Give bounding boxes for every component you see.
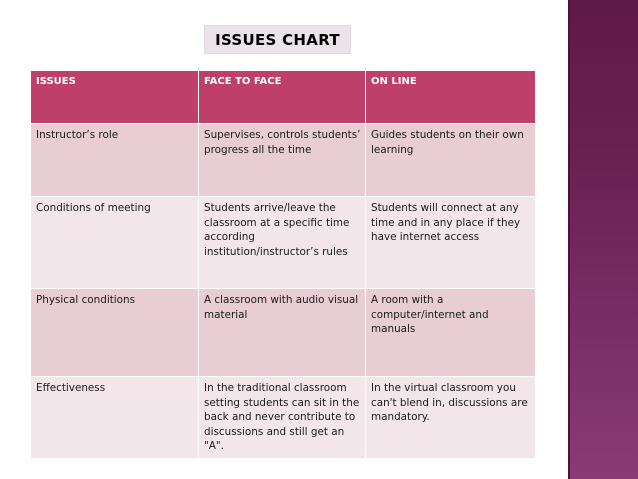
cell-online: In the virtual classroom you can't blend in, discussions are mandatory. bbox=[366, 377, 536, 459]
cell-face-to-face: Supervises, controls students’ progress all the time bbox=[199, 124, 366, 197]
cell-face-to-face: Students arrive/leave the classroom at a specific time according institution/instructor’s rules bbox=[199, 197, 366, 289]
issues-table bbox=[30, 70, 536, 459]
table-row bbox=[31, 197, 536, 289]
table-header-row bbox=[31, 71, 536, 124]
cell-issue: Instructor’s role bbox=[31, 124, 199, 197]
cell-online: Students will connect at any time and in any place if they have internet access bbox=[366, 197, 536, 289]
decorative-side-band bbox=[568, 0, 638, 479]
cell-issue: Conditions of meeting bbox=[31, 197, 199, 289]
cell-face-to-face: In the traditional classroom setting students can sit in the back and never contribute to discussions and still get an "A". bbox=[199, 377, 366, 459]
cell-face-to-face: A classroom with audio visual material bbox=[199, 289, 366, 377]
page-title: ISSUES CHART bbox=[215, 30, 340, 49]
table-row bbox=[31, 289, 536, 377]
title-box bbox=[204, 25, 351, 54]
table-row bbox=[31, 124, 536, 197]
cell-issue: Physical conditions bbox=[31, 289, 199, 377]
cell-online: A room with a computer/internet and manuals bbox=[366, 289, 536, 377]
table-row bbox=[31, 377, 536, 459]
column-header-issues: ISSUES bbox=[31, 71, 199, 124]
cell-issue: Effectiveness bbox=[31, 377, 199, 459]
column-header-face-to-face: FACE TO FACE bbox=[199, 71, 366, 124]
column-header-online: ON LINE bbox=[366, 71, 536, 124]
cell-online: Guides students on their own learning bbox=[366, 124, 536, 197]
